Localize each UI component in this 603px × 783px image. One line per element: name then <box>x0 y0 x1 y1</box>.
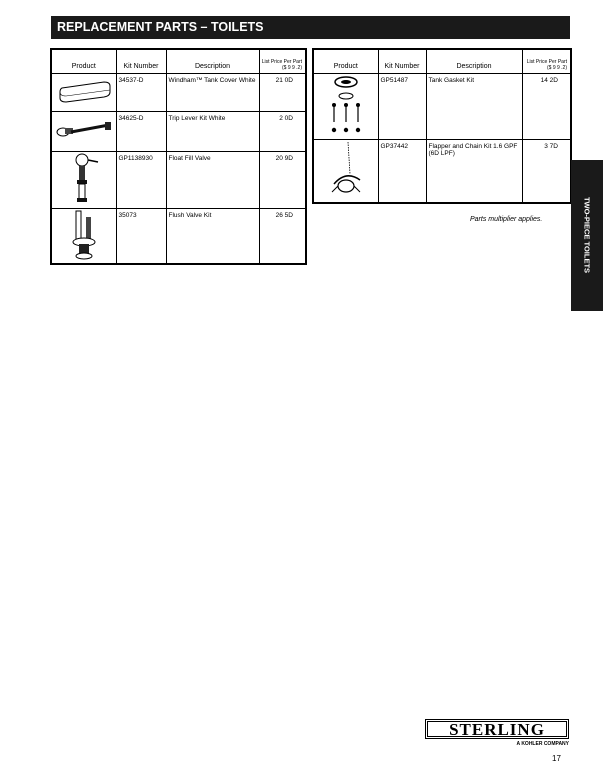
col-kit-number: Kit Number <box>378 49 426 73</box>
description: Flush Valve Kit <box>166 208 259 264</box>
col-price: List Price Per Part ($ 9 9 .2) <box>522 49 571 73</box>
description: Float Fill Valve <box>166 151 259 208</box>
page-number: 17 <box>552 754 561 763</box>
table-row <box>51 208 306 264</box>
table-row <box>313 73 571 139</box>
table-row <box>51 111 306 151</box>
tank-cover-icon <box>54 74 114 108</box>
product-image-cell <box>51 208 116 264</box>
col-description: Description <box>166 49 259 73</box>
col-kit-number: Kit Number <box>116 49 166 73</box>
section-banner <box>51 16 570 39</box>
tank-gasket-kit-icon <box>324 74 368 136</box>
table-header-row <box>313 49 571 73</box>
kit-number: GP37442 <box>378 139 426 203</box>
product-image-cell <box>51 111 116 151</box>
price: 3 7D <box>522 139 571 203</box>
kit-number: 35073 <box>116 208 166 264</box>
table-row <box>51 151 306 208</box>
sterling-logo <box>425 719 569 749</box>
product-image-cell <box>313 73 378 139</box>
col-description: Description <box>426 49 522 73</box>
price: 21 0D <box>259 73 306 111</box>
description: Tank Gasket Kit <box>426 73 522 139</box>
section-title: REPLACEMENT PARTS – TOILETS <box>57 20 264 34</box>
table-row <box>313 139 571 203</box>
logo-tagline: A KOHLER COMPANY <box>516 741 569 747</box>
col-product: Product <box>313 49 378 73</box>
flapper-chain-icon <box>324 140 368 200</box>
price: 20 9D <box>259 151 306 208</box>
kit-number: GP51487 <box>378 73 426 139</box>
product-image-cell <box>51 73 116 111</box>
price: 2 0D <box>259 111 306 151</box>
col-product: Product <box>51 49 116 73</box>
side-tab-label: TWO-PIECE TOILETS <box>582 196 592 274</box>
trip-lever-icon <box>53 115 115 145</box>
float-fill-valve-icon <box>64 152 104 204</box>
flush-valve-icon <box>64 209 104 261</box>
price: 14 2D <box>522 73 571 139</box>
right-parts-table <box>312 48 572 204</box>
table-header-row <box>51 49 306 73</box>
product-image-cell <box>313 139 378 203</box>
col-price: List Price Per Part ($ 9 9 .2) <box>259 49 306 73</box>
description: Trip Lever Kit White <box>166 111 259 151</box>
kit-number: 34625-D <box>116 111 166 151</box>
description: Flapper and Chain Kit 1.6 GPF (6D LPF) <box>426 139 522 203</box>
kit-number: GP1138930 <box>116 151 166 208</box>
logo-wordmark: STERLING <box>425 719 569 739</box>
table-row <box>51 73 306 111</box>
parts-multiplier-note: Parts multiplier applies. <box>470 216 543 223</box>
product-image-cell <box>51 151 116 208</box>
description: Windham™ Tank Cover White <box>166 73 259 111</box>
left-parts-table <box>50 48 307 265</box>
kit-number: 34537-D <box>116 73 166 111</box>
section-side-tab <box>571 160 603 311</box>
price: 26 5D <box>259 208 306 264</box>
